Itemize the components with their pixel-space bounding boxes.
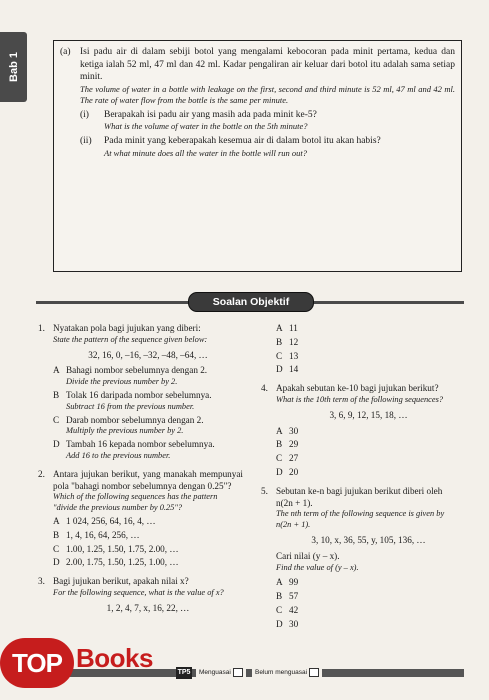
option[interactable]: C 27	[276, 453, 299, 464]
not-mastered-checkbox[interactable]: Belum menguasai	[252, 668, 322, 678]
option[interactable]: A Bahagi nombor sebelumnya dengan 2. Divide the previous number by 2.	[53, 365, 208, 387]
mastered-checkbox[interactable]: Menguasai	[196, 668, 246, 678]
sequence: 1, 2, 4, 7, x, 16, 22, …	[106, 602, 190, 613]
logo-top: TOP	[0, 638, 74, 688]
sequence: 32, 16, 0, –16, –32, –48, –64, …	[88, 349, 208, 360]
option[interactable]: D Tambah 16 kepada nombor sebelumnya. Add 16 to the previous number.	[53, 439, 215, 460]
option[interactable]: D 14	[276, 364, 299, 375]
option[interactable]: A 11	[276, 323, 298, 333]
option[interactable]: A 99	[276, 577, 299, 588]
option[interactable]: A 30	[276, 425, 299, 436]
question-1: 1. Nyatakan pola bagi jujukan yang diberi: State the pattern of the sequence given below: 32, 16, 0, –16, –32, –48, –64, … A Bahagi nombor sebelumnya dengan 2. Divide the previous number by 2. B Tolak 16 daripada nombor sebelumnya. Subtract 16 from the previous number. C Darab nombor sebelumnya dengan 2. Multiply the previous number by 2. D Tambah 16 kepada nombor sebelumnya. Add 16 to the previous number.	[38, 323, 243, 462]
option[interactable]: D 20	[276, 466, 299, 477]
question-5: 5. Sebutan ke-n bagi jujukan berikut diberi oleh n(2n + 1). The nth term of the following sequence is given by n(2n + 1). 3, 10, x, 36, 55, y, 105, 136, … Cari nilai (y – x). Find the value of (y – x). A 99 B 57 C 42 D 30	[261, 486, 461, 631]
chapter-tab: Bab 1	[0, 32, 27, 102]
option[interactable]: D 30	[276, 618, 299, 629]
topbooks-logo	[0, 638, 184, 688]
option[interactable]: D 2.00, 1.75, 1.50, 1.25, 1.00, …	[53, 557, 179, 568]
option[interactable]: B 57	[276, 591, 299, 602]
question-3-options	[261, 323, 461, 376]
checkbox-icon	[309, 668, 319, 677]
question-text-en: The volume of water in a bottle with leakage on the first, second and third minute is 52 ml, 47 ml and 42 ml. The rate of water flow from the bottle is the same per minute.	[80, 83, 455, 105]
section-banner	[36, 290, 464, 314]
sequence: 3, 6, 9, 12, 15, 18, …	[329, 409, 408, 420]
option[interactable]: C 42	[276, 604, 299, 615]
left-column	[38, 323, 243, 626]
question-2: 2. Antara jujukan berikut, yang manakah mempunyai pola "bahagi nombor sebelumnya dengan 0.25"? Which of the following sequences has the pattern "divide the previous number by 0.25"? A 1 024, 256, 64, 16, 4, … B 1, 4, 16, 64, 256, … C 1.00, 1.25, 1.50, 1.75, 2.00, … D 2.00, 1.75, 1.50, 1.25, 1.00, …	[38, 468, 243, 568]
logo-books: Books	[76, 643, 153, 673]
right-column	[261, 323, 461, 638]
option[interactable]: B 29	[276, 439, 299, 450]
question-4: 4. Apakah sebutan ke-10 bagi jujukan berikut? What is the 10th term of the following sequences? 3, 6, 9, 12, 15, 18, … A 30 B 29 C 27 D 20	[261, 383, 461, 479]
question-box	[53, 40, 462, 272]
question-label: (a)	[60, 47, 71, 57]
question-text-ms: Isi padu air di dalam sebiji botol yang mengalami kebocoran pada minit pertama, kedua dan ketiga ialah 52 ml, 47 ml dan 42 ml. Kadar pengaliran air keluar dari botol itu adalah sama setiap minit.	[80, 47, 455, 82]
option[interactable]: C 1.00, 1.25, 1.50, 1.75, 2.00, …	[53, 543, 179, 554]
section-title: Soalan Objektif	[188, 292, 314, 312]
checkbox-icon	[233, 668, 243, 677]
option[interactable]: A 1 024, 256, 64, 16, 4, …	[53, 515, 156, 526]
sequence: 3, 10, x, 36, 55, y, 105, 136, …	[311, 534, 426, 545]
option[interactable]: C 13	[276, 350, 299, 361]
option[interactable]: B 1, 4, 16, 64, 256, …	[53, 529, 140, 540]
question-3: 3. Bagi jujukan berikut, apakah nilai x? For the following sequence, what is the value of x? 1, 2, 4, 7, x, 16, 22, …	[38, 576, 243, 618]
option[interactable]: B 12	[276, 336, 299, 347]
sub-question: (i) Berapakah isi padu air yang masih ada pada minit ke-5? What is the volume of water in the bottle on the 5th minute?	[80, 109, 317, 131]
tp-level-badge: TP5	[176, 667, 192, 679]
sub-question: (ii) Pada minit yang keberapakah kesemua air di dalam botol itu akan habis? At what minute does all the water in the bottle will run out?	[80, 136, 381, 158]
option[interactable]: C Darab nombor sebelumnya dengan 2. Multiply the previous number by 2.	[53, 414, 204, 436]
option[interactable]: B Tolak 16 daripada nombor sebelumnya. Subtract 16 from the previous number.	[53, 389, 212, 411]
